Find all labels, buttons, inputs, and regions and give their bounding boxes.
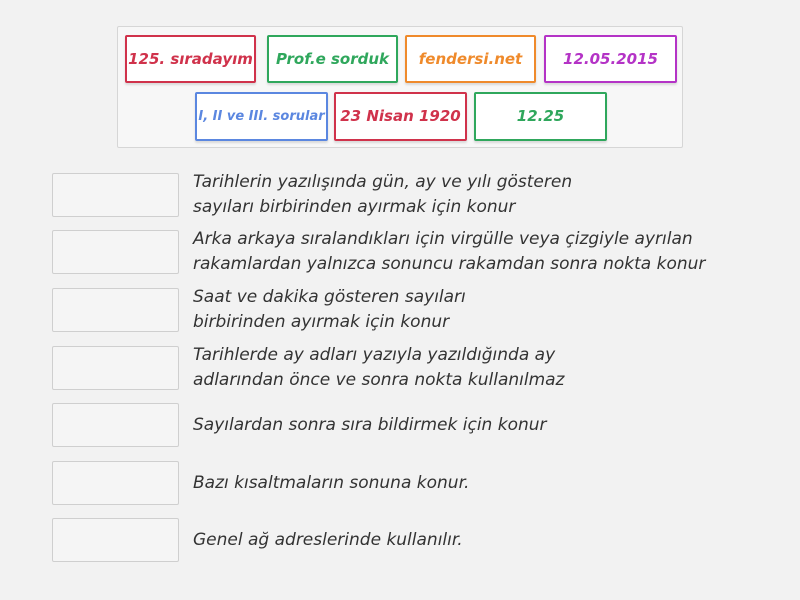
answer-tile-sirada[interactable]: 125. sıradayım: [125, 35, 256, 83]
match-description: Tarihlerin yazılışında gün, ay ve yılı gösteren sayıları birbirinden ayırmak için konur: [193, 172, 573, 217]
match-row: [0, 170, 800, 220]
drop-slot[interactable]: [52, 230, 179, 274]
match-row: [0, 227, 800, 277]
answer-tile-prof[interactable]: Prof.e sorduk: [267, 35, 398, 83]
answer-tile-sorular[interactable]: I, II ve III. sorular: [195, 92, 328, 141]
match-description: Tarihlerde ay adları yazıyla yazıldığında ay adlarından önce ve sonra nokta kullanılmaz: [193, 345, 565, 390]
match-description: Bazı kısaltmaların sonuna konur.: [193, 472, 470, 493]
drop-slot[interactable]: [52, 173, 179, 217]
drop-slot[interactable]: [52, 288, 179, 332]
answer-tile-fendersi[interactable]: fendersi.net: [405, 35, 536, 83]
drop-slot[interactable]: [52, 346, 179, 390]
match-description: Sayılardan sonra sıra bildirmek için konur: [193, 414, 547, 435]
answer-tile-nisan[interactable]: 23 Nisan 1920: [334, 92, 467, 141]
drop-slot[interactable]: [52, 403, 179, 447]
match-row: [0, 343, 800, 393]
answer-bank: [117, 26, 683, 148]
match-description: Genel ağ adreslerinde kullanılır.: [193, 529, 463, 550]
answer-tile-time[interactable]: 12.25: [474, 92, 607, 141]
match-row: [0, 285, 800, 335]
drop-slot[interactable]: [52, 461, 179, 505]
match-row: [0, 515, 800, 565]
drop-slot[interactable]: [52, 518, 179, 562]
match-description: Arka arkaya sıralandıkları için virgülle veya çizgiyle ayrılan rakamlardan yalnızca sonuncu rakamdan sonra nokta konur: [193, 229, 706, 274]
answer-tile-date[interactable]: 12.05.2015: [544, 35, 677, 83]
match-row: [0, 458, 800, 508]
match-description: Saat ve dakika gösteren sayıları birbirinden ayırmak için konur: [193, 287, 466, 332]
match-row: [0, 400, 800, 450]
